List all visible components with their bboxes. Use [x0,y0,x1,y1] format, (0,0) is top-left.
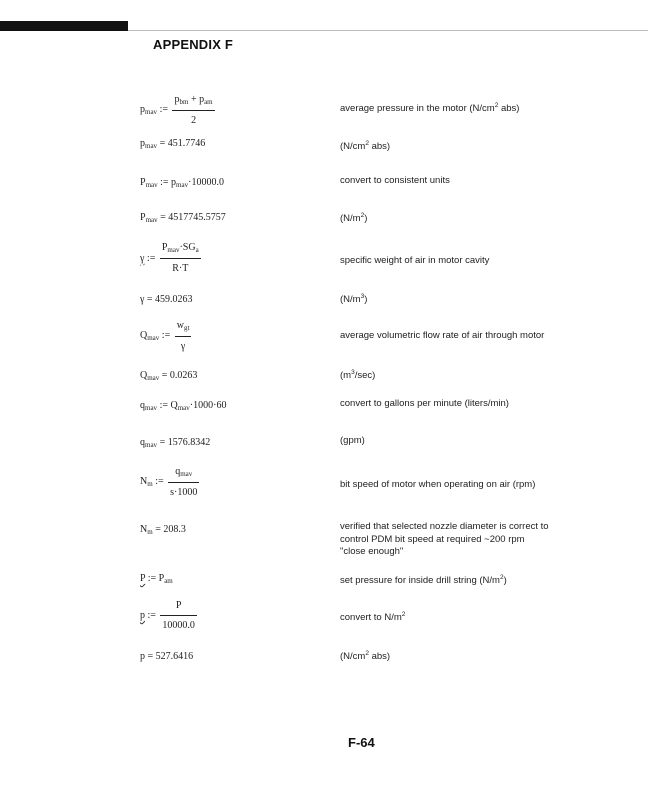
unit-specific-weight: $(N/m^3)$ [340,293,368,305]
description-average-pressure: average pressure in the motor ($N/cm^2$ abs) [340,102,520,114]
description-convert-gpm: convert to gallons per minute (liters/min) [340,398,509,409]
result-average-pressure: $p_{mav} = 451.7746$ [140,138,206,150]
description-convert-units: convert to consistent units [340,175,450,186]
description-set-pressure: set pressure for inside drill string $(N/m^2)$ [340,574,507,586]
page-number: F-64 [348,735,375,750]
equation-bit-speed: $N_m$ := $\frac{q_{mav}}{s\cdot 1000}$ [140,466,198,498]
result-gpm: $q_{mav} = 1576.8342$ [140,437,211,449]
equation-convert-gpm: $q_{mav}$ := $Q_{mav}\cdot 1000\cdot 60$ [140,400,227,412]
equation-average-pressure: $p_{mav}$ := $\frac{p_{bm} + p_{am}}{2}$ [140,94,213,126]
result-bit-speed: $N_m = 208.3$ [140,524,186,536]
result-final-pressure: p = 527.6416 [140,651,194,662]
unit-pressure-consistent: $(N/m^2)$ [340,212,368,224]
result-pressure-consistent: $P_{mav} = 4517745.5757$ [140,212,226,224]
equation-set-pressure: P := $P_{am}$ [140,573,173,585]
equation-specific-weight: γ := $\frac{P_{mav}\cdot SG_a}{R\cdot T}$ [140,242,199,274]
verification-note-line: control PDM bit speed at required ~200 rpm [340,533,525,545]
header-bar [0,21,128,31]
verification-note-line: verified that selected nozzle diameter is correct to [340,521,549,532]
unit-final-pressure: ($N/cm^2$ abs) [340,650,391,662]
unit-average-pressure: ($N/cm^2$ abs) [340,140,391,152]
verification-note [340,521,549,559]
result-volumetric-flow: $Q_{mav} = 0.0263$ [140,370,198,382]
unit-volumetric-flow: $(m^3/\sec)$ [340,369,376,381]
equation-convert-nm: p := $\frac{P}{10000.0}$ [140,600,195,631]
result-specific-weight: γ = 459.0263 [140,294,193,305]
page-title: APPENDIX F [153,37,234,52]
description-specific-weight: specific weight of air in motor cavity [340,255,490,266]
description-bit-speed: bit speed of motor when operating on air (rpm) [340,479,536,490]
equation-volumetric-flow: $Q_{mav}$ := $\frac{w_{gt}}{\gamma}$ [140,320,190,352]
header-rule [128,30,648,31]
description-convert-nm: convert to $N/m^2$ [340,611,406,623]
description-volumetric-flow: average volumetric flow rate of air through motor [340,330,545,341]
equation-convert-pressure: $P_{mav}$ := $p_{mav}\cdot 10000.0$ [140,177,224,189]
verification-note-line: "close enough" [340,546,404,557]
unit-gpm: (gpm) [340,435,365,446]
